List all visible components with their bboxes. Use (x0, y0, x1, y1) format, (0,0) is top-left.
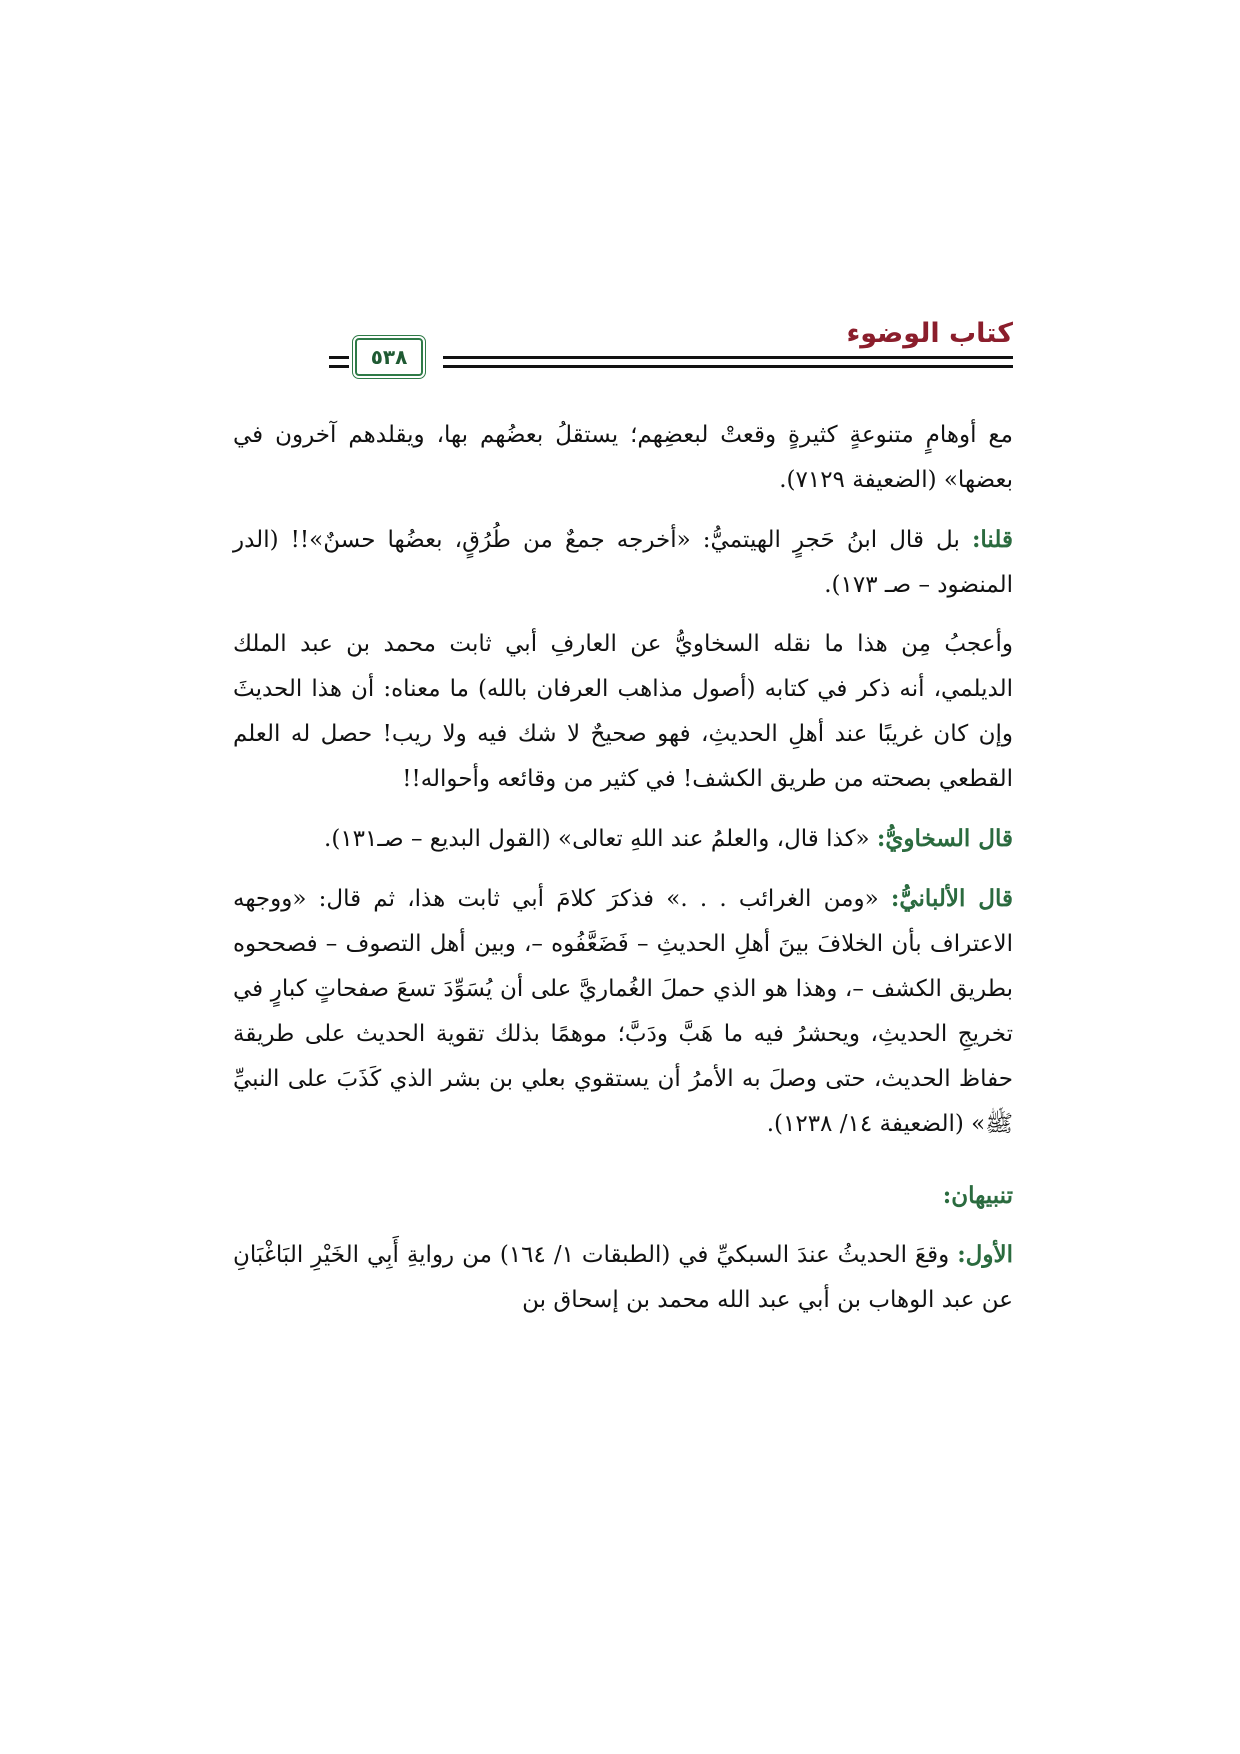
section-heading: تنبيهان: (942, 1182, 1013, 1209)
paragraph-3 (233, 622, 1013, 802)
paragraph-text: مع أوهامٍ متنوعةٍ كثيرةٍ وقعتْ لبعضِهم؛ يستقلُ بعضُهم بها، ويقلدهم آخرون في بعضها» (الضعيفة ٧١٢٩). (233, 422, 1013, 493)
book-title: كتاب الوضوء (846, 318, 1013, 349)
paragraph-4 (233, 816, 1013, 862)
paragraph-1 (233, 413, 1013, 503)
paragraph-text: بل قال ابنُ حَجرٍ الهيتميُّ: «أخرجه جمعٌ من طُرُقٍ، بعضُها حسنٌ»!! (الدر المنضود – صـ ١٧٣). (233, 527, 1013, 598)
paragraph-5 (233, 876, 1013, 1147)
page-header (233, 318, 1013, 398)
paragraph-text: «كذا قال، والعلمُ عند اللهِ تعالى» (القول البديع – صـ١٣١). (324, 826, 870, 852)
paragraph-text: وقعَ الحديثُ عندَ السبكيِّ في (الطبقات ١/ ١٦٤) من روايةِ أَبِي الخَيْرِ البَاغْبَانِ عن عبد الوهاب بن أبي عبد الله محمد بن إسحاق بن (233, 1242, 1013, 1313)
page-number-badge: ٥٣٨ (355, 338, 423, 376)
paragraph-text: «ومن الغرائب . . .» فذكرَ كلامَ أبي ثابت هذا، ثم قال: «ووجهه الاعتراف بأن الخلافَ بينَ أهلِ الحديثِ – فَضَعَّفُوه –، وبين أهل التصوف – فصححوه بطريق الكشف –، وهذا هو الذي حملَ الغُماريَّ على أن يُسَوِّدَ تسعَ صفحاتٍ كبارٍ في تخريجِ الحديثِ، ويحشرُ فيه ما هَبَّ ودَبَّ؛ موهمًا بذلك تقوية الحديث على طريقة حفاظ الحديث، حتى وصلَ به الأمرُ أن يستقوي بعلي بن بشر الذي كَذَبَ على النبيِّ ﷺ» (الضعيفة ١٤/ ١٢٣٨). (233, 886, 1013, 1137)
header-rule-left-top (329, 356, 349, 359)
paragraph-2 (233, 517, 1013, 608)
paragraph-lead: قلنا: (971, 526, 1013, 553)
paragraph-lead: قال السخاويُّ: (876, 825, 1013, 852)
paragraph-text: وأعجبُ مِن هذا ما نقله السخاويُّ عن العارفِ أبي ثابت محمد بن عبد الملك الديلمي، أنه ذكر في كتابه (أصول مذاهب العرفان بالله) ما معناه: أن هذا الحديثَ وإن كان غريبًا عند أهلِ الحديثِ، فهو صحيحٌ لا شك فيه ولا ريب! حصل له العلم القطعي بصحته من طريق الكشف! في كثير من وقائعه وأحواله!! (233, 631, 1013, 792)
paragraph-lead: الأول: (957, 1241, 1014, 1268)
page-body (233, 413, 1013, 1337)
header-rule-left-bottom (329, 365, 349, 368)
paragraph-6 (233, 1232, 1013, 1323)
paragraph-lead: قال الألبانيُّ: (890, 885, 1014, 912)
header-rule-bottom (443, 365, 1013, 368)
header-rule-top (443, 356, 1013, 359)
